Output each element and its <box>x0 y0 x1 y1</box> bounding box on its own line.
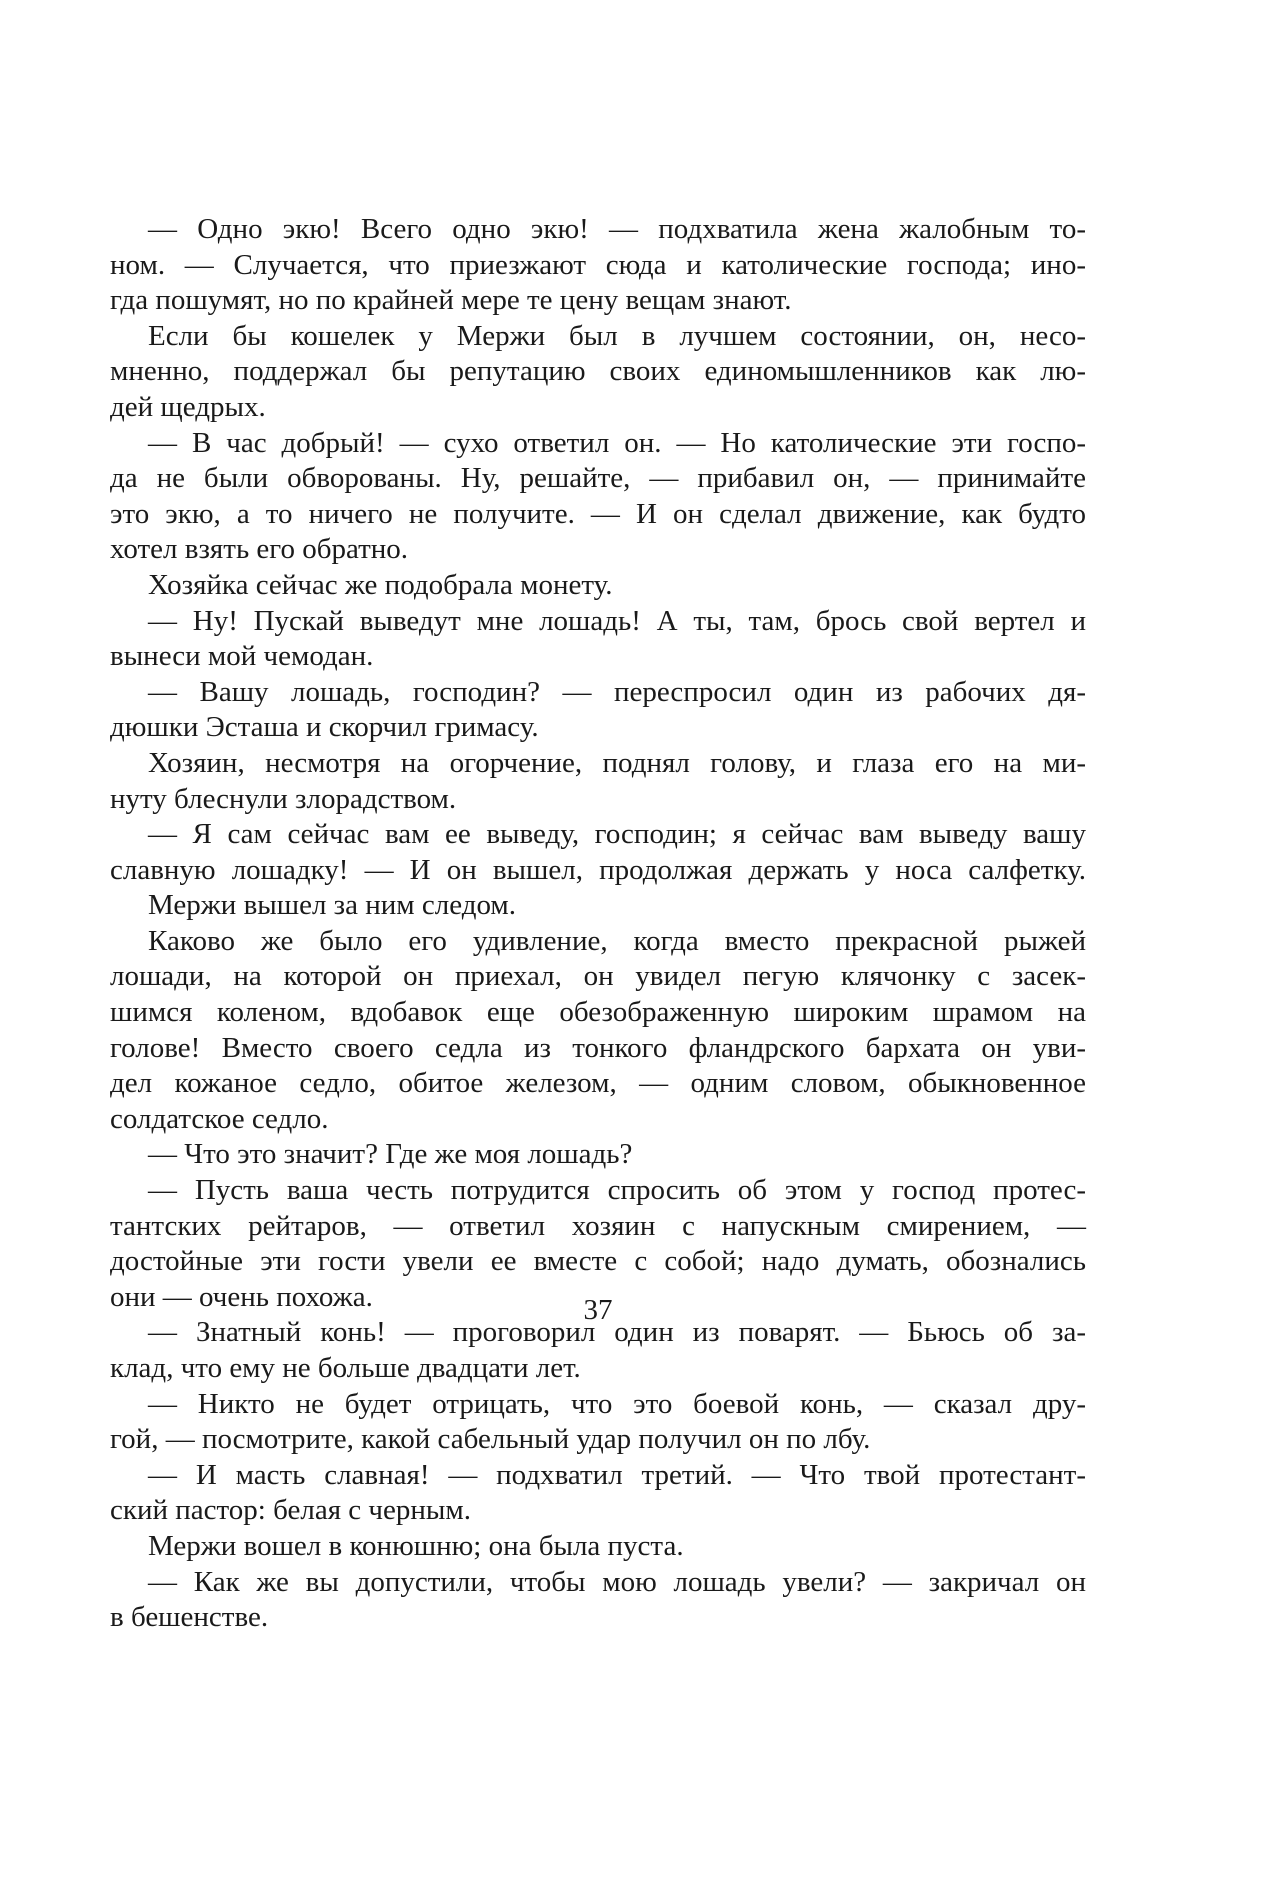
text-line: — Одно экю! Всего одно экю! — подхватила жена жалобным то- <box>148 213 1086 245</box>
text-line: ский пастор: белая с черным. <box>110 1494 471 1527</box>
text-line: дюшки Эсташа и скорчил гримасу. <box>110 711 539 744</box>
text-line: дей щедрых. <box>110 390 266 423</box>
text-line: — Никто не будет отрицать, что это боевой конь, — сказал дру- <box>148 1387 1086 1420</box>
text-line: — Ну! Пускай выведут мне лошадь! А ты, там, брось свой вертел и <box>148 604 1086 637</box>
text-line: славную лошадку! — И он вышел, продолжая держать у носа салфетку. <box>110 853 1086 886</box>
text-line: тантских рейтаров, — ответил хозяин с напускным смирением, — <box>110 1209 1086 1242</box>
text-line: Мержи вышел за ним следом. <box>148 889 517 922</box>
text-line: шимся коленом, вдобавок еще обезображенную широким шрамом на <box>110 996 1086 1029</box>
text-line: — Как же вы допустили, чтобы мою лошадь увели? — закричал он <box>148 1565 1086 1598</box>
text-line: достойные эти гости увели ее вместе с собой; надо думать, обознались <box>110 1245 1086 1278</box>
text-line: — Знатный конь! — проговорил один из поварят. — Бьюсь об за- <box>148 1316 1086 1349</box>
text-line: гда пошумят, но по крайней мере те цену вещам знают. <box>110 284 792 317</box>
body-text <box>110 212 1086 1636</box>
text-line: да не были обворованы. Ну, решайте, — прибавил он, — принимайте <box>110 462 1086 495</box>
text-line: — Что это значит? Где же моя лошадь? <box>148 1138 633 1171</box>
text-line: гой, — посмотрите, какой сабельный удар получил он по лбу. <box>110 1423 871 1456</box>
text-line: Хозяйка сейчас же подобрала монету. <box>148 568 613 601</box>
text-line: Если бы кошелек у Мержи был в лучшем состоянии, он, несо- <box>148 319 1086 352</box>
text-line: лошади, на которой он приехал, он увидел пегую клячонку с засек- <box>110 960 1086 993</box>
text-line: нуту блеснули злорадством. <box>110 782 457 815</box>
text-line: Хозяин, несмотря на огорчение, поднял голову, и глаза его на ми- <box>148 746 1086 779</box>
text-line: Каково же было его удивление, когда вместо прекрасной рыжей <box>148 924 1086 957</box>
text-line: — В час добрый! — сухо ответил он. — Но католические эти госпо- <box>148 426 1086 459</box>
text-line: хотел взять его обратно. <box>110 533 409 566</box>
text-line: клад, что ему не больше двадцати лет. <box>110 1352 581 1384</box>
text-line: Мержи вошел в конюшню; она была пуста. <box>148 1529 684 1562</box>
text-line: — Я сам сейчас вам ее выведу, господин; я сейчас вам выведу вашу <box>148 818 1086 851</box>
text-line: — Пусть ваша честь потрудится спросить об этом у господ протес- <box>148 1174 1086 1207</box>
text-line: они — очень похожа. <box>110 1280 373 1313</box>
text-line: в бешенстве. <box>110 1601 269 1634</box>
text-line: вынеси мой чемодан. <box>110 640 374 673</box>
text-line: солдатское седло. <box>110 1102 329 1135</box>
text-line: — Вашу лошадь, господин? — переспросил один из рабочих дя- <box>148 675 1086 708</box>
text-line: — И масть славная! — подхватил третий. — Что твой протестант- <box>148 1458 1086 1491</box>
text-line: мненно, поддержал бы репутацию своих единомышленников как лю- <box>110 355 1086 388</box>
page-number: 37 <box>583 1294 613 1326</box>
text-line: ном. — Случается, что приезжают сюда и католические господа; ино- <box>110 248 1086 281</box>
text-line: голове! Вместо своего седла из тонкого фландрского бархата он уви- <box>110 1031 1086 1064</box>
text-line: дел кожаное седло, обитое железом, — одним словом, обыкновенное <box>110 1067 1086 1100</box>
text-line: это экю, а то ничего не получите. — И он сделал движение, как будто <box>110 497 1086 530</box>
